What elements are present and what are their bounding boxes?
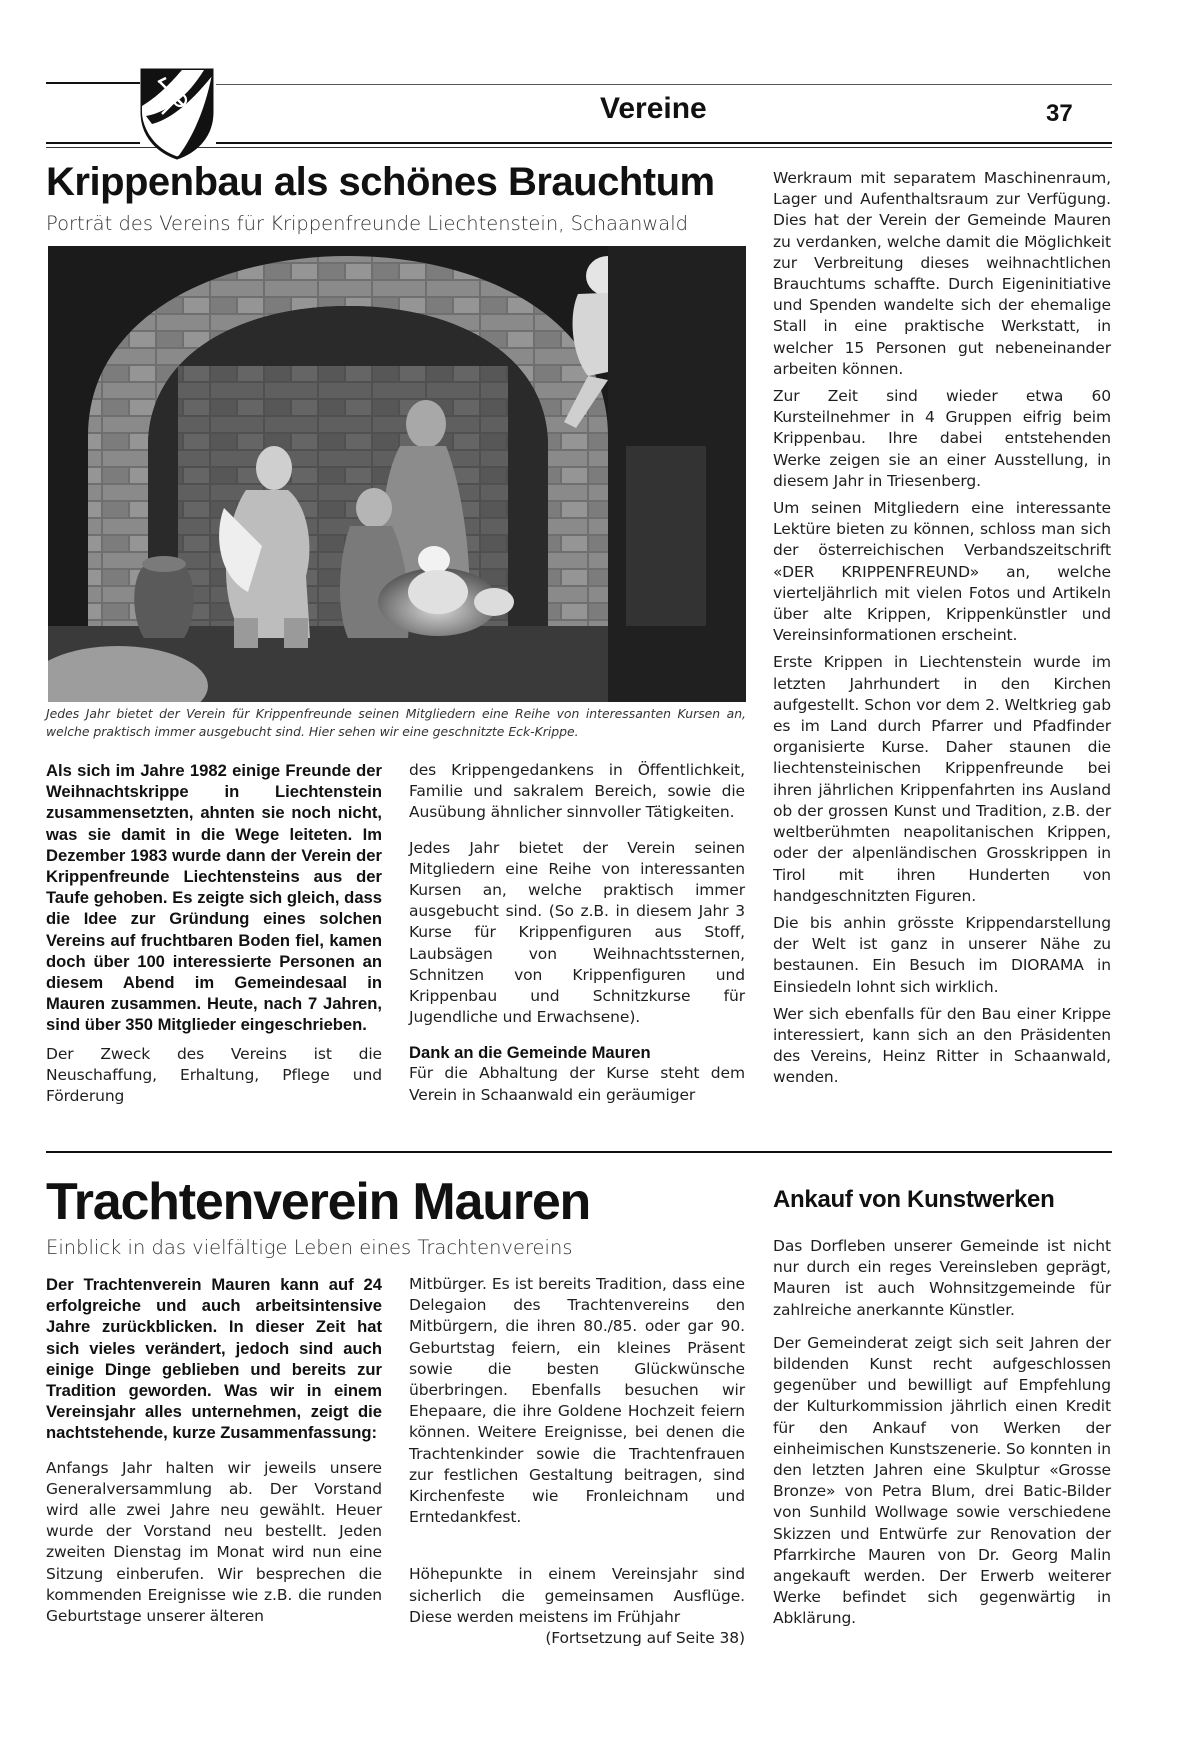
article1-col3-paragraph1: Werkraum mit separatem Maschinenraum, Lager und Aufenthaltsraum zur Verfügung. Dies hat der Verein der Gemeinde Mauren zu verdanken, welche damit die Möglichkeit zur Verbreitung dieses weihnachtlichen Brauchtums schaffte. Durch Eigeninitiative und Spenden wandelte sich der ehemalige Stall in eine praktische Werkstatt, in welcher 15 Personen gut nebeneinander arbeiten können.	[773, 169, 1111, 378]
article2-title: Trachtenverein Mauren	[46, 1173, 591, 1231]
page-number: 37	[1046, 100, 1073, 127]
article-divider	[46, 1151, 1112, 1153]
article1-col2-paragraph2: Jedes Jahr bietet der Verein seinen Mitgliedern eine Reihe von interessanten Kursen an, welche praktisch immer ausgebucht sind. (So z.B. in diesem Jahr 3 Kurse für Krippenfiguren aus Stoff, Laubsägen von Weihnachtssternen, Schnitzen von Krippenfiguren und Krippenbau und Schnitzkurse für Jugendliche und Erwachsene).	[409, 838, 745, 1027]
article1-col3-paragraph6: Wer sich ebenfalls für den Bau einer Krippe interessiert, kann sich an den Präsidenten des Vereins, Heinz Ritter in Schaanwald, wenden.	[773, 1004, 1111, 1087]
article1-column2	[409, 760, 745, 1106]
article2-col1-paragraph: Anfangs Jahr halten wir jeweils unsere Generalversammlung ab. Der Vorstand wird alle zwei Jahre neu gewählt. Heuer wurde der Vorstand neu bestellt. Jeden zweiten Dienstag im Monat wird nun eine Sitzung einberufen. Wir besprechen die kommenden Ereignisse wie z.B. die runden Geburtstage unserer älteren	[46, 1458, 382, 1626]
article2-col2-paragraph1: Mitbürger. Es ist bereits Tradition, dass eine Delegaion des Trachtenvereins den Mitbürgern, die ihren 80./85. oder gar 90. Geburtstag feiern, ein kleines Präsent sowie die besten Glückwünsche überbringen. Ebenfalls besuchen wir Ehepaare, die ihre Goldene Hochzeit feiern können. Weitere Ereignisse, bei denen die Trachtenkinder sowie die Trachtenfrauen zur festlichen Gestaltung beitragen, sind Kirchenfeste wie Fronleichnam und Erntedankfest.	[409, 1275, 745, 1527]
article2-lead: Der Trachtenverein Mauren kann auf 24 erfolgreiche und auch arbeitsintensive Jahre zurückblicken. In dieser Zeit hat sich vieles verändert, jedoch sind auch einige Dinge geblieben und bereits zur Tradition geworden. Was wir in einem Vereinsjahr alles unternehmen, zeigt die nachtstehende, kurze Zusammenfassung:	[46, 1275, 382, 1443]
article1-col3-paragraph3: Um seinen Mitgliedern eine interessante Lektüre bieten zu können, schloss man sich der österreichischen Verbandszeitschrift «DER KRIPPENFREUND» an, welche vierteljährlich mit vielen Fotos und Artikeln über alte Krippen, Krippenkünstler und Vereinsinformationen erscheint.	[773, 499, 1111, 645]
photo-caption: Jedes Jahr bietet der Verein für Krippenfreunde seinen Mitgliedern eine Reihe von interessanten Kursen an, welche praktisch immer ausgebucht sind. Hier sehen wir eine geschnitzte Eck-Krippe.	[46, 706, 746, 739]
article3-paragraph1: Das Dorfleben unserer Gemeinde ist nicht nur durch ein reges Vereinsleben geprägt, Mauren ist auch Wohnsitzgemeinde für zahlreiche anerkannte Künstler.	[773, 1237, 1111, 1319]
continuation-note: (Fortsetzung auf Seite 38)	[545, 1629, 745, 1648]
nativity-crib-photo	[48, 246, 746, 702]
article1-col3-paragraph5: Die bis anhin grösste Krippendarstellung der Welt ist ganz in unserer Nähe zu bestaunen. Ein Besuch im DIORAMA in Einsiedeln lohnt sich wirklich.	[773, 913, 1111, 996]
article1-col3-paragraph2: Zur Zeit sind wieder etwa 60 Kursteilnehmer in 4 Gruppen eifrig beim Krippenbau. Ihre dabei entstehenden Werke zeigen sie an einer Ausstellung, in diesem Jahr in Triesenberg.	[773, 387, 1111, 490]
article1-subtitle: Porträt des Vereins für Krippenfreunde Liechtenstein, Schaanwald	[46, 212, 689, 235]
article1-col1-paragraph: Der Zweck des Vereins ist die Neuschaffung, Erhaltung, Pflege und Förderung	[46, 1044, 382, 1106]
article3-column	[773, 1236, 1111, 1630]
header-rule-top-right	[216, 84, 1112, 85]
header-rule-bottom-left	[46, 142, 140, 144]
header-rule-bottom-right	[216, 142, 1112, 144]
article1-col2-heading: Dank an die Gemeinde Mauren	[409, 1043, 651, 1063]
article2-column1	[46, 1274, 382, 1627]
article1-col2-paragraph1: des Krippengedankens in Öffentlichkeit, Familie und sakralem Bereich, sowie die Ausübung ähnlicher sinnvoller Tätigkeiten.	[409, 761, 745, 822]
article3-title: Ankauf von Kunstwerken	[773, 1186, 1055, 1213]
article1-column1	[46, 760, 382, 1107]
article3-paragraph2: Der Gemeinderat zeigt sich seit Jahren der bildenden Kunst recht aufgeschlossen gegenüber und bewilligt auf Empfehlung der Kulturkommission jährlich einen Kredit für den Ankauf von Werken der einheimischen Kunstszenerie. So konnten in den letzten Jahren eine Skulptur «Grosse Bronze» von Petra Blum, drei Batic-Bilder von Sunhild Wollwage sowie verschiedene Skizzen und Entwürfe zur Renovation der Pfarrkirche Mauren von Dr. Georg Malin angekauft werden. Der Erwerb weiterer Werke befindet sich gegenwärtig in Abklärung.	[773, 1333, 1111, 1628]
article1-title: Krippenbau als schönes Brauchtum	[46, 160, 715, 204]
article1-column3	[773, 168, 1111, 1089]
article2-col2-paragraph2: Höhepunkte in einem Vereinsjahr sind sicherlich die gemeinsamen Ausflüge. Diese werden meistens im Frühjahr	[409, 1565, 745, 1626]
header-rule-top-left	[46, 82, 140, 84]
article2-column2	[409, 1274, 745, 1649]
article1-col2-paragraph3: Für die Abhaltung der Kurse steht dem Verein in Schaanwald ein geräumiger	[409, 1064, 745, 1104]
article1-col3-paragraph4: Erste Krippen in Liechtenstein wurde im letzten Jahrhundert in den Kirchen aufgestellt. Schon vor dem 2. Weltkrieg gab es im Land durch Pfarrer und Pfadfinder organisierte Kurse. Daher staunen die liechtensteinischen Krippenfreunde bei ihren jährlichen Krippenfahrten ins Ausland ob der grossen Kunst und Tradition, z.B. der weltberühmten neapolitanischen Krippen, oder der alpenländischen Grosskrippen in Tirol mit ihren Hunderten von handgeschnitzten Figuren.	[773, 653, 1111, 905]
article2-subtitle: Einblick in das vielfältige Leben eines Trachtenvereins	[46, 1236, 573, 1259]
section-title: Vereine	[600, 92, 707, 125]
coat-of-arms-icon	[138, 66, 216, 160]
article1-lead: Als sich im Jahre 1982 einige Freunde der Weihnachtskrippe in Liechtenstein zusammensetzten, ahnten sie noch nicht, was sie damit in die Wege leiteten. Im Dezember 1983 wurde dann der Verein der Krippenfreunde Liechtensteins aus der Taufe gehoben. Es zeigte sich gleich, dass die Idee zur Gründung eines solchen Vereins auf fruchtbaren Boden fiel, kamen doch über 100 interessierte Personen an diesem Abend im Gemeindesaal in Mauren zusammen. Heute, nach 7 Jahren, sind über 350 Mitglieder eingeschrieben.	[46, 761, 382, 1035]
